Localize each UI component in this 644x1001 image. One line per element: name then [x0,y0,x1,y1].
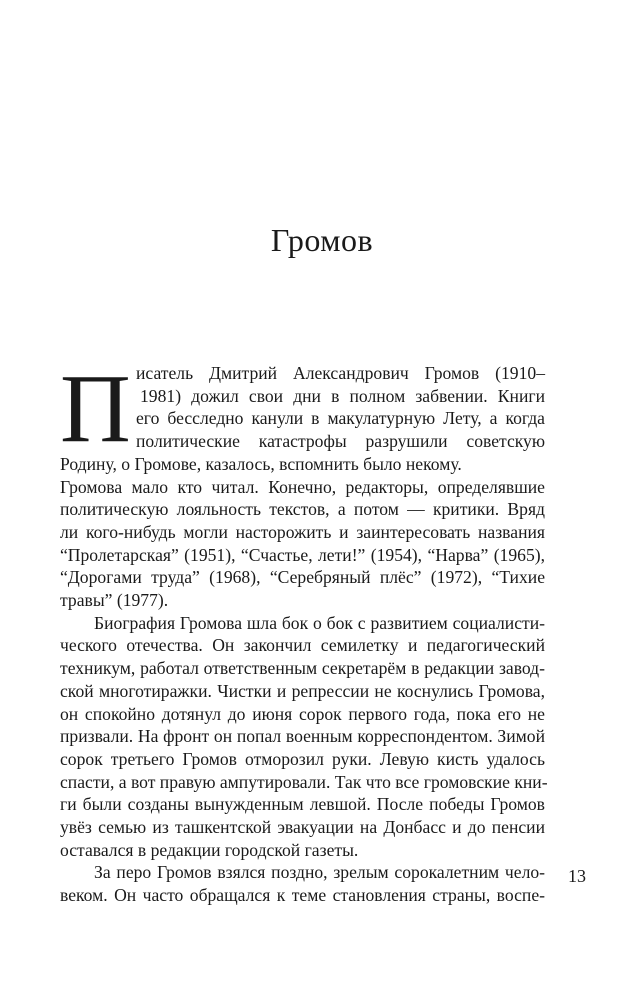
text-line: увёз семью из ташкентской эвакуации на Донбасс и до пенсии [60,817,545,838]
chapter-title: Громов [270,222,374,258]
text-line: ги были созданы вынужденным левшой. После победы Громов [60,794,545,815]
text-line: “Дорогами труда” (1968), “Серебряный плёс” (1972), “Тихие [60,567,545,588]
text-line: спасти, а вот правую ампутировали. Так что все громовские кни- [60,771,548,792]
text-line: его бесследно канули в макулатурную Лету, а когда [136,408,545,429]
text-line: политические катастрофы разрушили советскую [136,431,545,452]
paragraph-1 [60,453,545,612]
text-line: призвали. На фронт он попал военным корреспондентом. Зимой [60,726,545,747]
text-line: Родину, о Громове, казалось, вспомнить было некому. [60,453,462,474]
text-line: ческого отечества. Он закончил семилетку и педагогический [60,635,545,656]
text-line: политическую лояльность текстов, а потом — критики. Вряд [60,499,545,520]
text-line: исатель Дмитрий Александрович Громов (1910– [136,363,545,383]
body-text [60,355,548,907]
text-line: Громова мало кто читал. Конечно, редакторы, определявшие [60,476,545,497]
dropcap-paragraph-start [60,355,545,463]
text-line: Биография Громова шла бок о бок с развитием социалисти- [94,612,545,633]
text-line: сорок третьего Громов отморозил руки. Левую кисть удалось [60,748,545,769]
text-line: травы” (1977). [60,590,169,611]
page-number: 13 [568,866,586,886]
text-line: “Пролетарская” (1951), “Счастье, лети!” (1954), “Нарва” (1965), [60,544,545,565]
text-line: За перо Громов взялся поздно, зрелым сорокалетним чело- [94,862,545,883]
paragraph-2 [60,612,548,862]
text-line: 1981) дожил свои дни в полном забвении. Книги [140,385,545,406]
text-line: он спокойно дотянул до июня сорок первого года, пока его не [60,703,545,724]
paragraph-3 [60,861,545,906]
text-line: оставался в редакции городской газеты. [60,839,359,860]
text-line: ли кого-нибудь могли насторожить и заинтересовать названия [60,521,545,542]
text-line: веком. Он часто обращался к теме становления страны, воспе- [60,885,545,906]
drop-cap: П [60,355,131,463]
text-line: техникум, работал ответственным секретарём в редакции завод- [60,658,545,679]
text-line: ской многотиражки. Чистки и репрессии не коснулись Громова, [60,680,545,701]
